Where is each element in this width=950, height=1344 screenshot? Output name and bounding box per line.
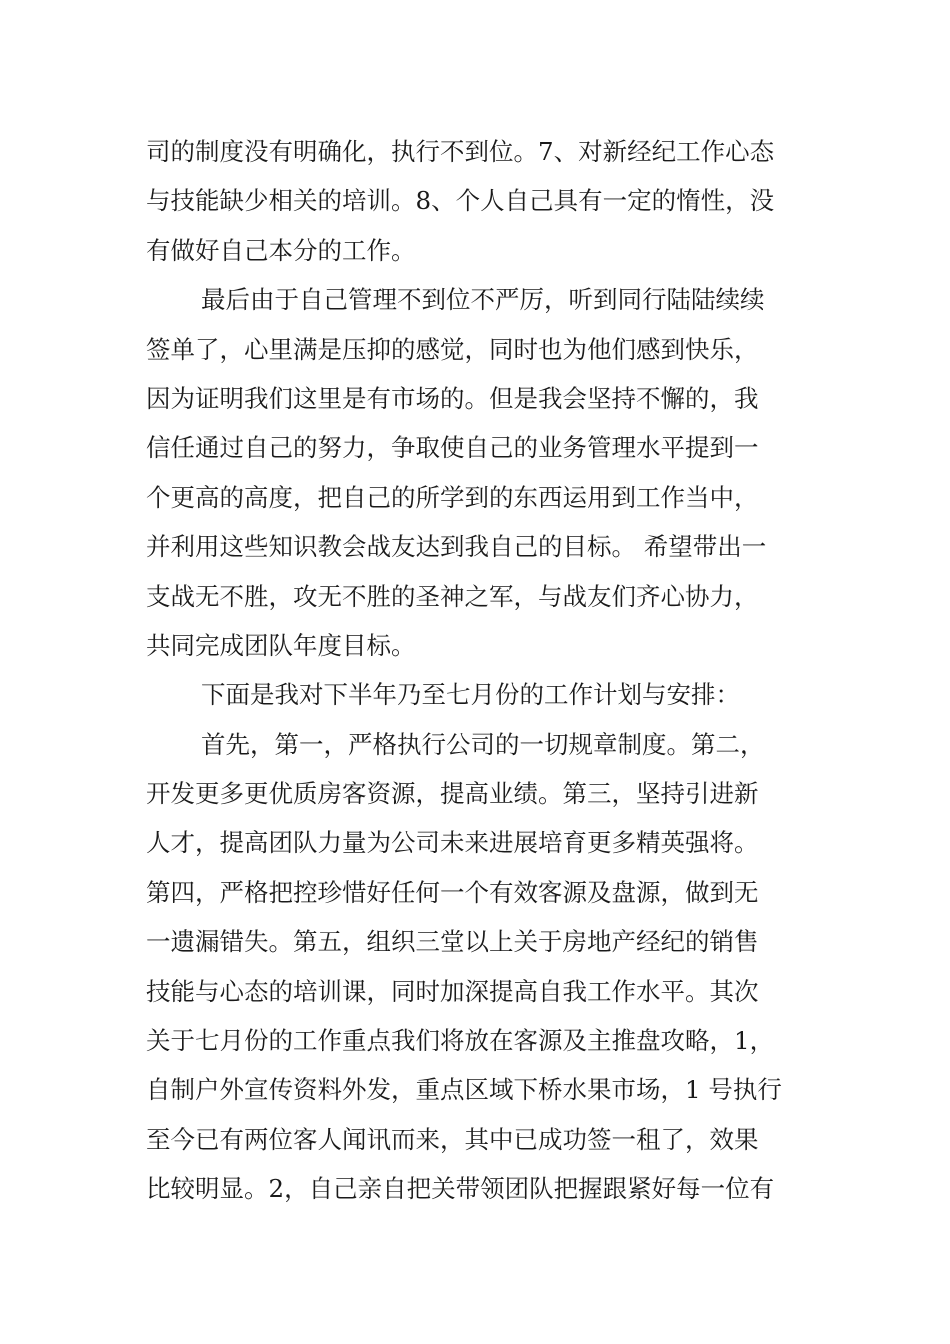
text-line: 首先，第一，严格执行公司的一切规章制度。第二， bbox=[201, 729, 765, 759]
text-line: 一遗漏错失。第五，组织三堂以上关于房地产经纪的销售 bbox=[146, 927, 759, 957]
text-line: 关于七月份的工作重点我们将放在客源及主推盘攻略，1， bbox=[146, 1026, 775, 1056]
text-line: 自制户外宣传资料外发，重点区域下桥水果市场，1 号执行 bbox=[146, 1075, 782, 1105]
text-line: 下面是我对下半年乃至七月份的工作计划与安排： bbox=[201, 680, 740, 710]
text-line: 个更高的高度，把自己的所学到的东西运用到工作当中， bbox=[146, 482, 759, 512]
text-line: 签单了，心里满是压抑的感觉，同时也为他们感到快乐， bbox=[146, 334, 759, 364]
text-line: 并利用这些知识教会战友达到我自己的目标。 希望带出一 bbox=[146, 532, 767, 562]
text-line: 至今已有两位客人闻讯而来，其中已成功签一租了，效果 bbox=[146, 1124, 759, 1154]
text-line: 信任通过自己的努力，争取使自己的业务管理水平提到一 bbox=[146, 433, 759, 463]
text-line: 第四，严格把控珍惜好任何一个有效客源及盘源，做到无 bbox=[146, 877, 759, 907]
text-line: 有做好自己本分的工作。 bbox=[146, 235, 416, 265]
text-line: 因为证明我们这里是有市场的。但是我会坚持不懈的，我 bbox=[146, 383, 759, 413]
text-line: 与技能缺少相关的培训。8、个人自己具有一定的惰性，没 bbox=[146, 186, 775, 216]
text-line: 支战无不胜，攻无不胜的圣神之军，与战友们齐心协力， bbox=[146, 581, 759, 611]
text-line: 人才，提高团队力量为公司未来进展培育更多精英强将。 bbox=[146, 828, 759, 858]
text-line: 司的制度没有明确化，执行不到位。7、对新经纪工作心态 bbox=[146, 137, 775, 166]
text-line: 最后由于自己管理不到位不严厉，听到同行陆陆续续 bbox=[201, 285, 765, 315]
body-text bbox=[146, 127, 811, 1214]
text-line: 共同完成团队年度目标。 bbox=[146, 630, 416, 660]
text-line: 比较明显。2，自己亲自把关带领团队把握跟紧好每一位有 bbox=[146, 1174, 775, 1204]
text-line: 技能与心态的培训课，同时加深提高自我工作水平。其次 bbox=[146, 976, 759, 1006]
text-line: 开发更多更优质房客资源，提高业绩。第三，坚持引进新 bbox=[146, 779, 759, 809]
